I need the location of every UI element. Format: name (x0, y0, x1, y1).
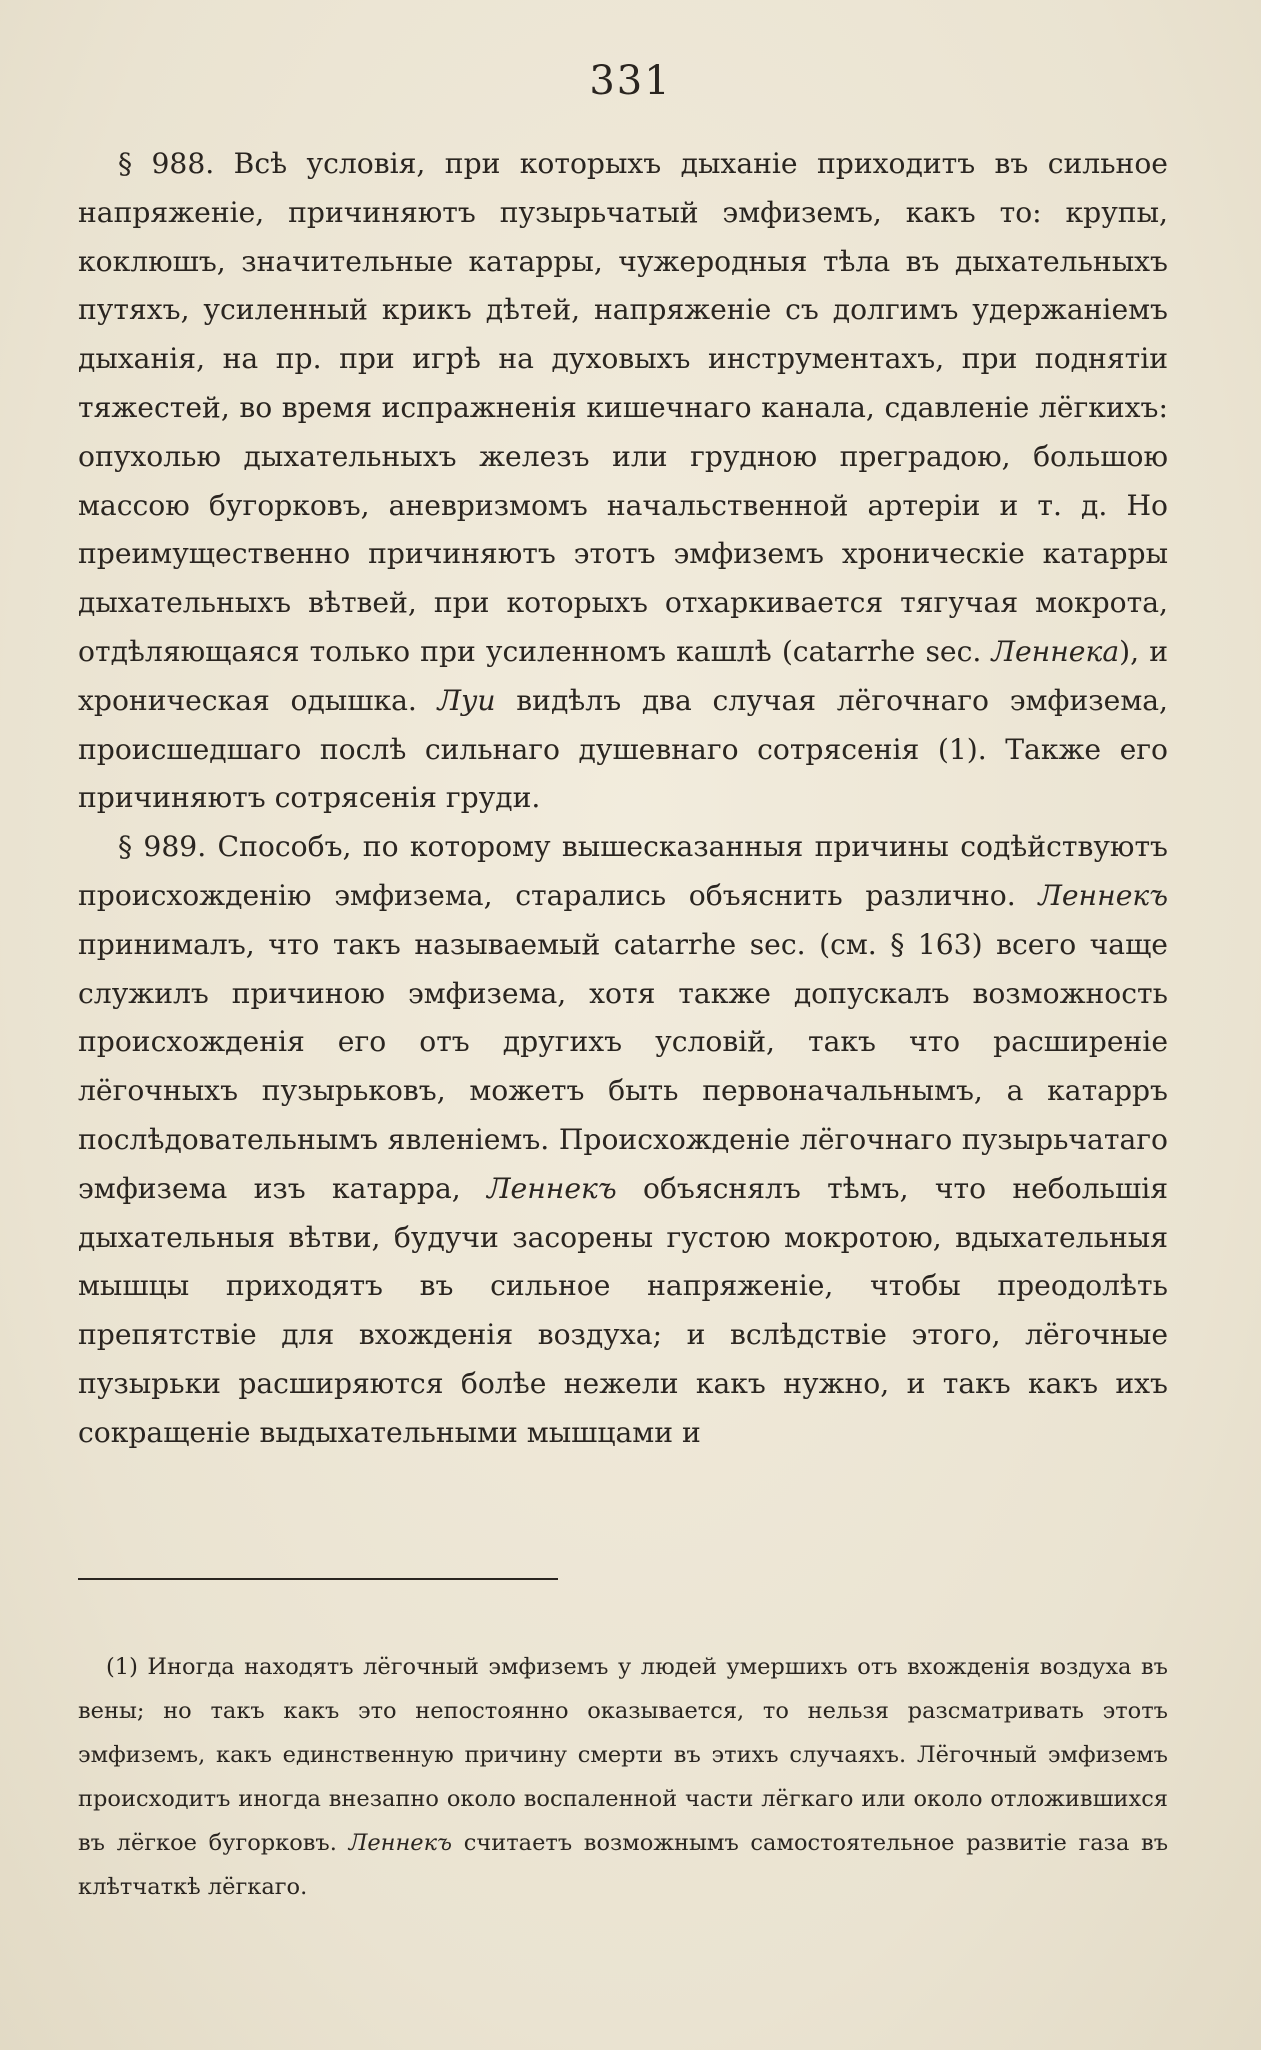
p989-author-lennec-1: Леннекъ (1038, 878, 1168, 912)
page-number: 331 (589, 58, 672, 104)
p989-text-2: принималъ, что такъ называемый catarrhe sec. (см. § 163) всего чаще служилъ причиною эмфизема, хотя также допускалъ возможность происхожденія его отъ другихъ условій, такъ что расширеніе лёгочныхъ пузырьковъ, можетъ быть первоначальнымъ, а катарръ послѣдовательнымъ явленіемъ. Происхожденіе лёгочнаго пузырьчатаго эмфизема изъ катарра, (78, 927, 1168, 1205)
p988-author-louis: Луи (437, 683, 496, 717)
footnote-1 (78, 1645, 1168, 1909)
p989-text-1: § 989. Способъ, по которому вышесказанныя причины содѣйствуютъ происхожденію эмфизема, старались объяснить различно. (78, 830, 1168, 912)
footnote-separator (78, 1578, 558, 1580)
footnote-author-lennec: Леннекъ (348, 1830, 453, 1856)
footnote-text-1: (1) Иногда находятъ лёгочный эмфиземъ у людей умершихъ отъ вхожденія воздуха въ вены; но такъ какъ это непостоянно оказывается, то нельзя разсматривать этотъ эмфиземъ, какъ единственную причину смерти въ этихъ случаяхъ. Лёгочный эмфиземъ происходитъ иногда внезапно около воспаленной части лёгкаго или около отложившихся въ лёгкое бугорковъ. (78, 1654, 1168, 1856)
p988-author-lennec: Леннека (991, 634, 1120, 668)
paragraph-988 (78, 140, 1168, 823)
p989-author-lennec-2: Леннекъ (487, 1171, 617, 1205)
p988-text-2: ), и хроническая одышка. (78, 634, 1168, 717)
main-text (78, 140, 1168, 1458)
paragraph-989 (78, 823, 1168, 1457)
p988-text-1: § 988. Всѣ условія, при которыхъ дыханіе приходитъ въ сильное напряженіе, причиняютъ пузырьчатый эмфиземъ, какъ то: крупы, коклюшъ, значительные катарры, чужеродныя тѣла въ дыхательныхъ путяхъ, усиленный крикъ дѣтей, напряженіе съ долгимъ удержаніемъ дыханія, на пр. при игрѣ на духовыхъ инструментахъ, при поднятіи тяжестей, во время испражненія кишечнаго канала, сдавленіе лёгкихъ: опухолью дыхательныхъ железъ или грудною преградою, большою массою бугорковъ, аневризмомъ начальственной артеріи и т. д. Но преимущественно причиняютъ этотъ эмфиземъ хроническіе катарры дыхательныхъ вѣтвей, при которыхъ отхаркивается тягучая мокрота, отдѣляющаяся только при усиленномъ кашлѣ (catarrhe sec. (78, 147, 1168, 668)
p988-text-3: видѣлъ два случая лёгочнаго эмфизема, происшедшаго послѣ сильнаго душевнаго сотрясенія (1). Также его причиняютъ сотрясенія груди. (78, 683, 1169, 815)
footnote-text-2: считаетъ возможнымъ самостоятельное развитіе газа въ клѣтчаткѣ лёгкаго. (78, 1830, 1169, 1900)
footnote (78, 1645, 1168, 1909)
p989-text-3: объяснялъ тѣмъ, что небольшія дыхательныя вѣтви, будучи засорены густою мокротою, вдыхательныя мышцы приходятъ въ сильное напряженіе, чтобы преодолѣть препятствіе для вхожденія воздуха; и вслѣдствіе этого, лёгочные пузырьки расширяются болѣе нежели какъ нужно, и такъ какъ ихъ сокращеніе выдыхательными мышцами и (78, 1171, 1169, 1449)
